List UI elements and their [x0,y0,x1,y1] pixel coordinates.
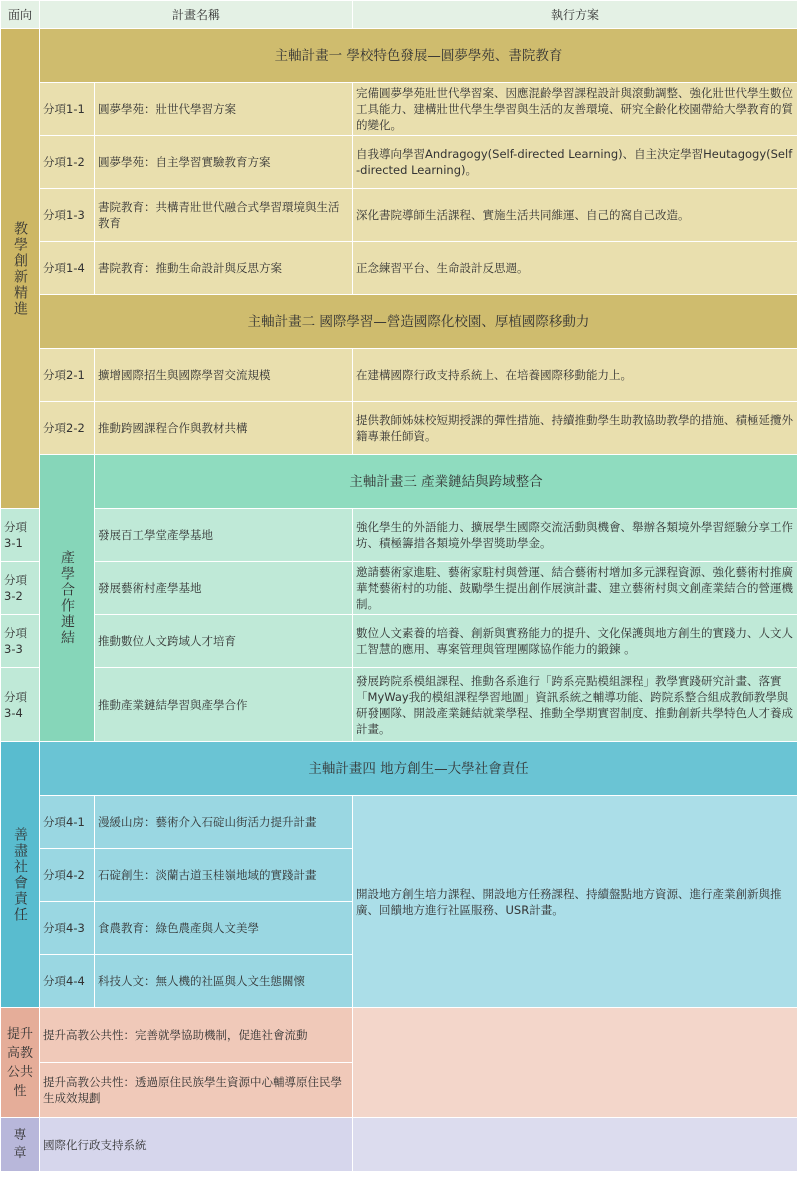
item-detail: 深化書院導師生活課程、實施生活共同維運、自己的窩自己改造。 [353,189,797,242]
header-col-facet: 面向 [1,1,40,29]
table-row [1,1118,797,1172]
table-row [1,562,797,615]
item-name: 擴增國際招生與國際學習交流規模 [95,349,353,402]
item-name: 推動數位人文跨域人才培育 [95,615,353,668]
item-detail-empty [353,1008,797,1118]
item-detail: 在建構國際行政支持系統上、在培養國際移動能力上。 [353,349,797,402]
header-col-plan-name: 計畫名稱 [40,1,353,29]
item-code: 分項4-4 [40,955,95,1008]
item-name: 推動跨國課程合作與教材共構 [95,402,353,455]
plan-title-1: 主軸計畫一 學校特色發展—圓夢學苑、書院教育 [40,29,797,83]
item-name: 科技人文：無人機的社區與人文生態關懷 [95,955,353,1008]
plan-title-2: 主軸計畫二 國際學習—營造國際化校園、厚植國際移動力 [40,295,797,349]
table-row [1,668,797,742]
category-social: 善盡社會責任 [1,742,40,1008]
table-header [1,1,797,29]
item-detail: 正念練習平台、生命設計反思週。 [353,242,797,295]
table-row [1,349,797,402]
category-special: 專章 [1,1118,40,1172]
item-code: 分項2-1 [40,349,95,402]
item-code: 分項1-3 [40,189,95,242]
plan-title-4: 主軸計畫四 地方創生—大學社會責任 [40,742,797,796]
item-code: 分項2-2 [40,402,95,455]
table-row [1,615,797,668]
item-detail: 提供教師姊妹校短期授課的彈性措施、持續推動學生助教協助教學的措施、積極延攬外籍專兼任師資。 [353,402,797,455]
plan-title-3: 主軸計畫三 產業鏈結與跨域整合 [95,455,797,509]
item-code: 分項4-2 [40,849,95,902]
table-row [1,83,797,136]
category-industry: 產學合作連結 [40,455,95,742]
item-name: 推動產業鏈結學習與產學合作 [95,668,353,742]
item-detail-empty [353,1118,797,1172]
item-code: 分項3-2 [1,562,40,615]
item-code: 分項4-1 [40,796,95,849]
item-detail: 自我導向學習Andragogy(Self-directed Learning)、自主決定學習Heutagogy(Self-directed Learning)。 [353,136,797,189]
item-name: 提升高教公共性：完善就學協助機制，促進社會流動 [40,1008,353,1063]
table-row [1,796,797,849]
item-detail: 開設地方創生培力課程、開設地方任務課程、持續盤點地方資源、進行產業創新與推廣、回饋地方進行社區服務、USR計畫。 [353,796,797,1008]
item-name: 發展藝術村產學基地 [95,562,353,615]
item-name: 石碇創生：淡蘭古道玉桂嶺地域的實踐計畫 [95,849,353,902]
table-row [1,509,797,562]
item-name: 書院教育：共構青壯世代融合式學習環境與生活教育 [95,189,353,242]
item-code: 分項3-4 [1,668,40,742]
item-code: 分項1-1 [40,83,95,136]
table-row [1,402,797,455]
item-name: 提升高教公共性：透過原住民族學生資源中心輔導原住民學生成效規劃 [40,1063,353,1118]
item-name: 書院教育：推動生命設計與反思方案 [95,242,353,295]
item-detail: 完備圓夢學苑壯世代學習案、因應混齡學習課程設計與滾動調整、強化壯世代學生數位工具能力、建構壯世代學生學習與生活的友善環境、研究全齡化校園帶給大學教育的質的變化。 [353,83,797,136]
item-name: 食農教育：綠色農產與人文美學 [95,902,353,955]
item-code: 分項1-2 [40,136,95,189]
item-detail: 發展跨院系模組課程、推動各系進行「跨系亮點模組課程」教學實踐研究計畫、落實「MyWay我的模組課程學習地圖」資訊系統之輔導功能、跨院系整合組成教師教學與研發團隊、開設產業鏈結就業學程、推動全學期實習制度、推動創新共學特色人才養成計畫。 [353,668,797,742]
item-code: 分項1-4 [40,242,95,295]
table-row [1,1008,797,1063]
item-name: 發展百工學堂產學基地 [95,509,353,562]
table-row [1,189,797,242]
item-detail: 數位人文素養的培養、創新與實務能力的提升、文化保護與地方創生的實踐力、人文人工智慧的應用、專案管理與管理團隊協作能力的鍛鍊 。 [353,615,797,668]
item-detail: 強化學生的外語能力、擴展學生國際交流活動與機會、舉辦各類境外學習經驗分享工作坊、積極籌措各類境外學習獎助學金。 [353,509,797,562]
category-public: 提升高教公共性 [1,1008,40,1118]
item-name: 圓夢學苑：壯世代學習方案 [95,83,353,136]
item-name: 圓夢學苑：自主學習實驗教育方案 [95,136,353,189]
table-row [1,242,797,295]
item-detail: 邀請藝術家進駐、藝術家駐村與營運、結合藝術村增加多元課程資源、強化藝術村推廣華梵藝術村的功能、鼓勵學生提出創作展演計畫、建立藝術村與文創產業結合的營運機制。 [353,562,797,615]
item-code: 分項3-1 [1,509,40,562]
item-name: 漫緩山房：藝術介入石碇山街活力提升計畫 [95,796,353,849]
header-col-execution: 執行方案 [353,1,797,29]
item-code: 分項4-3 [40,902,95,955]
item-code: 分項3-3 [1,615,40,668]
category-teaching: 教學創新精進 [1,29,40,509]
item-name: 國際化行政支持系統 [40,1118,353,1172]
table-row [1,136,797,189]
